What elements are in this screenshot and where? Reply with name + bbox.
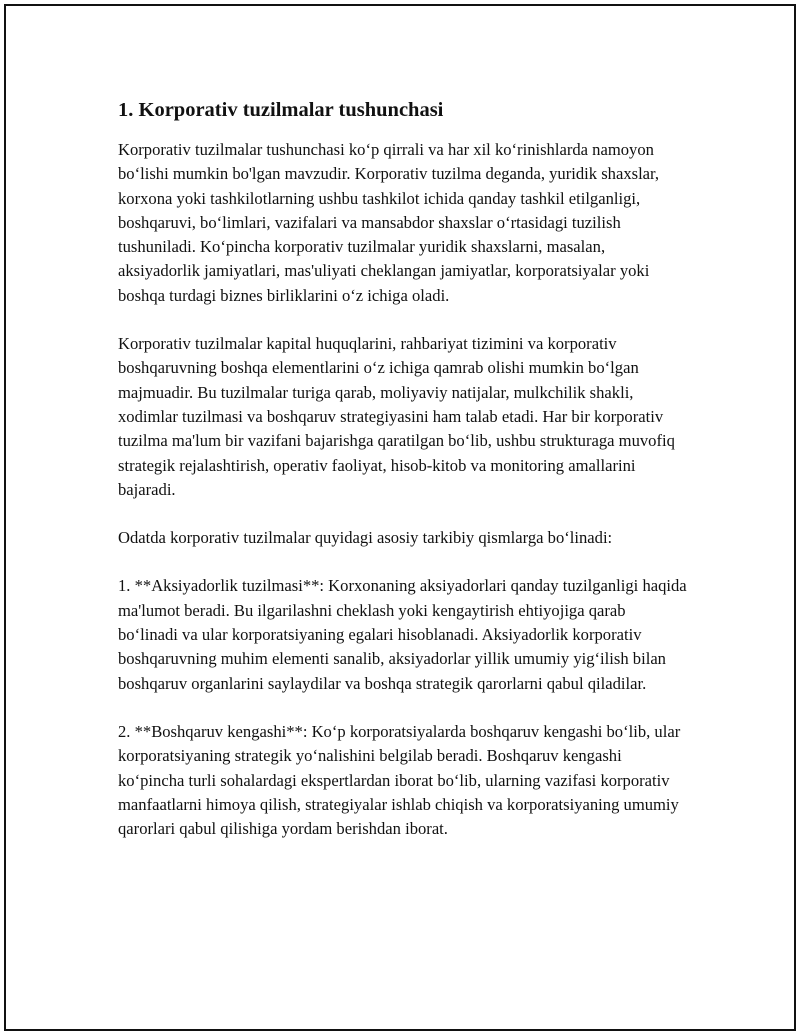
document-content — [118, 96, 688, 865]
paragraph-components-lead: Odatda korporativ tuzilmalar quyidagi asosiy tarkibiy qismlarga bo‘linadi: — [118, 528, 613, 548]
paragraph-intro: Korporativ tuzilmalar tushunchasi ko‘p qirrali va har xil ko‘rinishlarda namoyon bo‘lishi mumkin bo'lgan mavzudir. Korporativ tuzilma deganda, yuridik shaxslar, korxona yoki tashkilotlarning ushbu tashkilot ichida qanday tashkil etilganligi, boshqaruvi, bo‘limlari, vazifalari va mansabdor shaxslar o‘rtasidagi tuzilish tushuniladi. Ko‘pincha korporativ tuzilmalar yuridik shaxslarni, masalan, aksiyadorlik jamiyatlari, mas'uliyati cheklangan jamiyatlar, korporatsiyalar yoki boshqa turdagi biznes birliklarini o‘z ichiga oladi. — [118, 140, 660, 305]
paragraph-composition: Korporativ tuzilmalar kapital huquqlarini, rahbariyat tizimini va korporativ boshqaruvning boshqa elementlarini o‘z ichiga qamrab olishi mumkin bo‘lgan majmuadir. Bu tuzilmalar turiga qarab, moliyaviy natijalar, mulkchilik shakli, xodimlar tuzilmasi va boshqaruv strategiyasini ham talab etadi. Har bir korporativ tuzilma ma'lum bir vazifani bajarishga qaratilgan bo‘lib, ushbu strukturaga muvofiq strategik rejalashtirish, operativ faoliyat, hisob-kitob va monitoring amallarini bajaradi. — [118, 334, 675, 499]
section-heading: 1. Korporativ tuzilmalar tushunchasi — [118, 99, 444, 121]
list-item-board-of-directors: 2. **Boshqaruv kengashi**: Ko‘p korporatsiyalarda boshqaruv kengashi bo‘lib, ular korporatsiyaning strategik yo‘nalishini belgilab beradi. Boshqaruv kengashi ko‘pincha turli sohalardagi ekspertlardan iborat bo‘lib, ularning vazifasi korporativ manfaatlarni himoya qilish, strategiyalar ishlab chiqish va korporatsiyaning umumiy qarorlari qabul qilishiga yordam berishdan iborat. — [118, 721, 681, 839]
document-page — [4, 4, 796, 1031]
list-item-shareholder-structure: 1. **Aksiyadorlik tuzilmasi**: Korxonaning aksiyadorlari qanday tuzilganligi haqida ma'lumot beradi. Bu ilgarilashni cheklash yoki kengaytirish ehtiyojiga qarab bo‘linadi va ular korporatsiyaning egalari hisoblanadi. Aksiyadorlik korporativ boshqaruvning muhim elementi sanalib, aksiyadorlar yillik umumiy yig‘ilish bilan boshqaruv organlarini saylaydilar va boshqa strategik qarorlarni qabul qiladilar. — [118, 576, 687, 693]
